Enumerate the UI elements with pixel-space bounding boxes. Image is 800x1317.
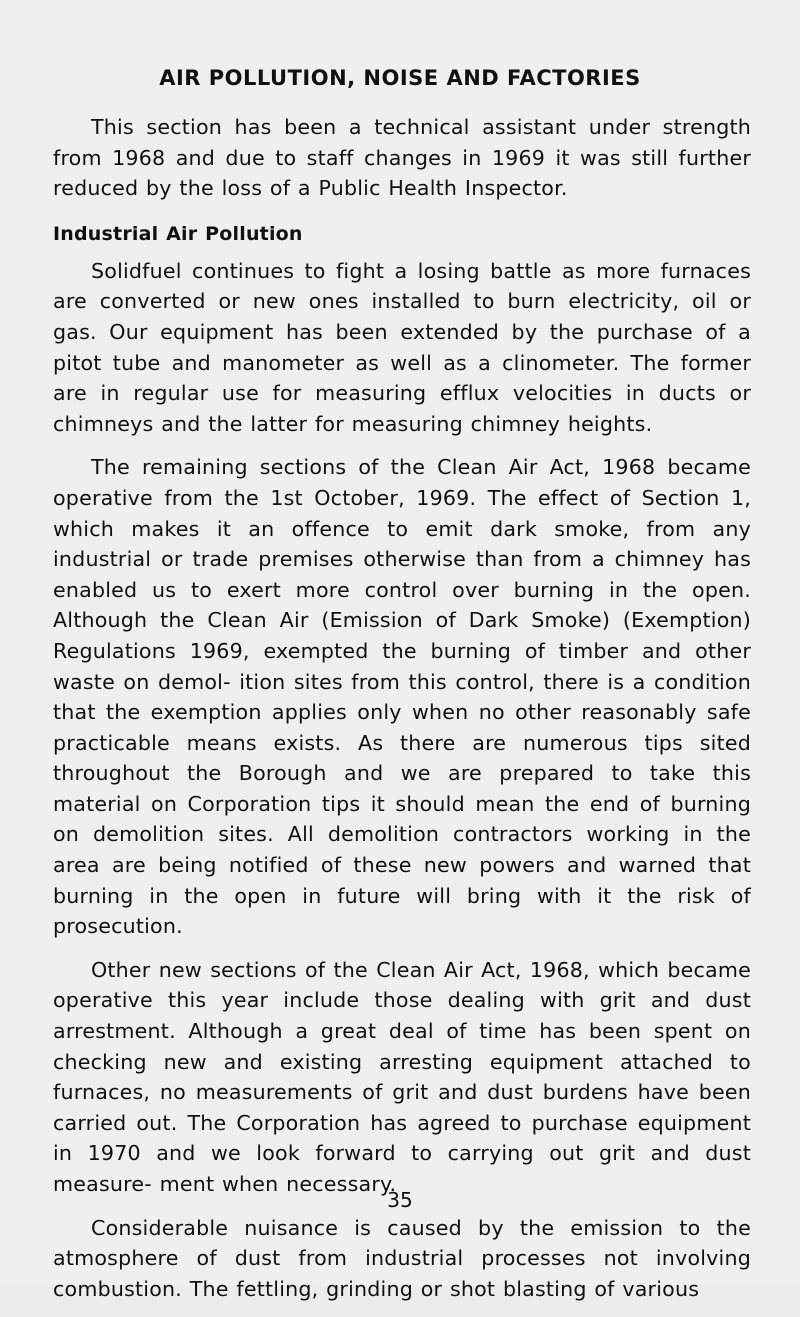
paragraph-grit-dust: Other new sections of the Clean Air Act, 1968, which became operative this year include those dealing with grit and dust arrestment. Although a great deal of time has been spent on checking new and existing arresting equipment attached to furnaces, no measurements of grit and dust burdens have been carried out. The Corporation has agreed to purchase equipment in 1970 and we look forward to carrying out grit and dust measure- ment when necessary.	[53, 957, 751, 1196]
page-number: 35	[387, 1188, 413, 1212]
document-body	[53, 112, 751, 1317]
section-heading: Industrial Air Pollution	[53, 222, 303, 245]
page-title: AIR POLLUTION, NOISE AND FACTORIES	[159, 66, 641, 90]
paragraph-clean-air-act: The remaining sections of the Clean Air Act, 1968 became operative from the 1st October, 1969. The effect of Section 1, which makes it an offence to emit dark smoke, from any industrial or trade premises otherwise than from a chimney has enabled us to exert more control over burning in the open. Although the Clean Air (Emission of Dark Smoke) (Exemption) Regulations 1969, exempted the burning of timber and other waste on demol- ition sites from this control, there is a condition that the exemption applies only when no other reasonably safe practicable means exists. As there are numerous tips sited throughout the Borough and we are prepared to take this material on Corporation tips it should mean the end of burning on demolition sites. All demolition contractors working in the area are being notified of these new powers and warned that burning in the open in future will bring with it the risk of prosecution.	[53, 455, 751, 939]
paragraph-solid-fuel: Solidfuel continues to fight a losing battle as more furnaces are converted or new ones installed to burn electricity, oil or gas. Our equipment has been extended by the purchase of a pitot tube and manometer as well as a clinometer. The former are in regular use for measuring efflux velocities in ducts or chimneys and the latter for measuring chimney heights.	[53, 258, 751, 436]
paragraph-dust-nuisance: Considerable nuisance is caused by the emission to the atmosphere of dust from industrial processes not involving combustion. The fettling, grinding or shot blasting of various	[53, 1215, 751, 1301]
intro-paragraph: This section has been a technical assistant under strength from 1968 and due to staff changes in 1969 it was still further reduced by the loss of a Public Health Inspector.	[53, 115, 751, 201]
